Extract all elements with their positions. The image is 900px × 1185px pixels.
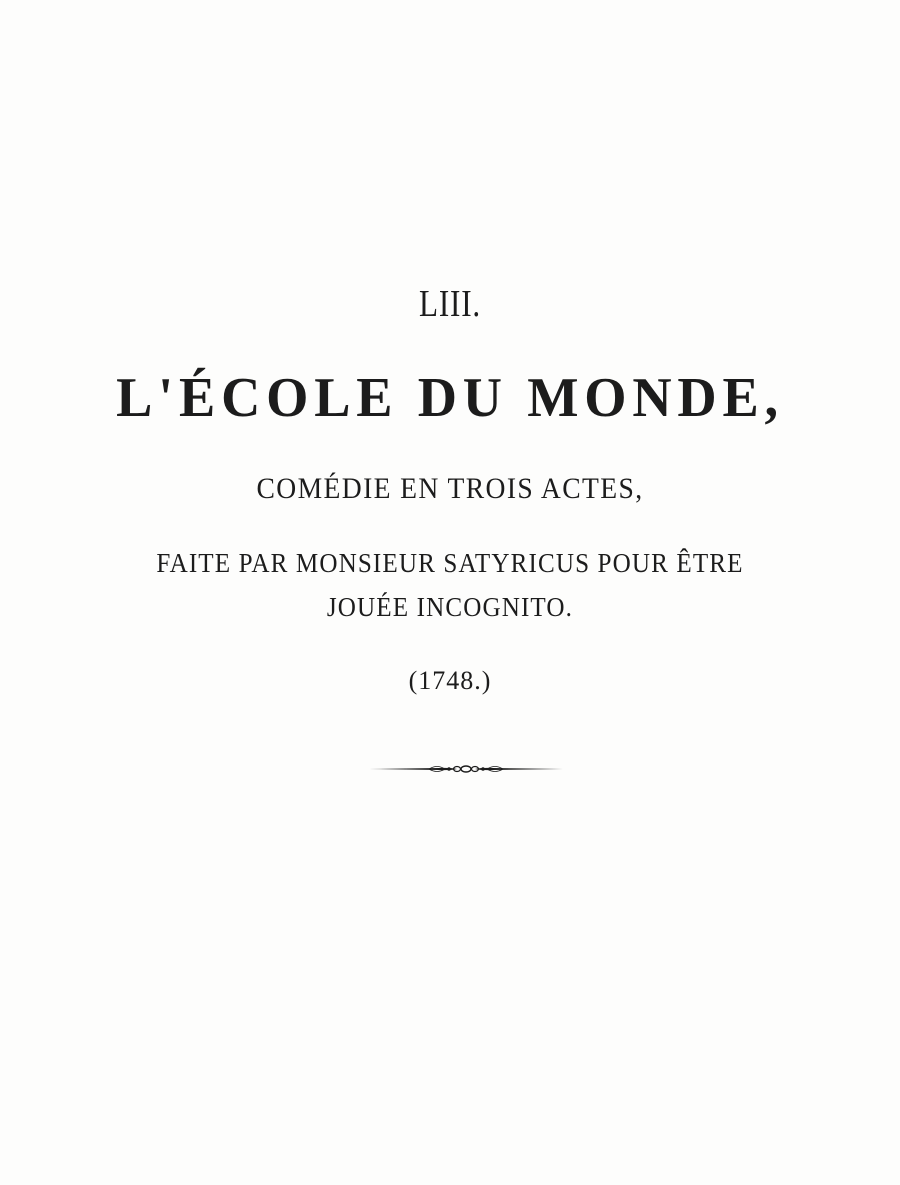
ornamental-rule-icon xyxy=(369,760,563,778)
publication-year: (1748.) xyxy=(408,666,492,695)
description-line-2: JOUÉE INCOGNITO. xyxy=(326,592,574,622)
description-line-1: FAITE PAR MONSIEUR SATYRICUS POUR ÊTRE xyxy=(156,548,744,578)
chapter-numeral: LIII. xyxy=(418,283,482,325)
play-subtitle: COMÉDIE EN TROIS ACTES, xyxy=(256,472,644,505)
play-title: L'ÉCOLE DU MONDE, xyxy=(116,367,784,429)
